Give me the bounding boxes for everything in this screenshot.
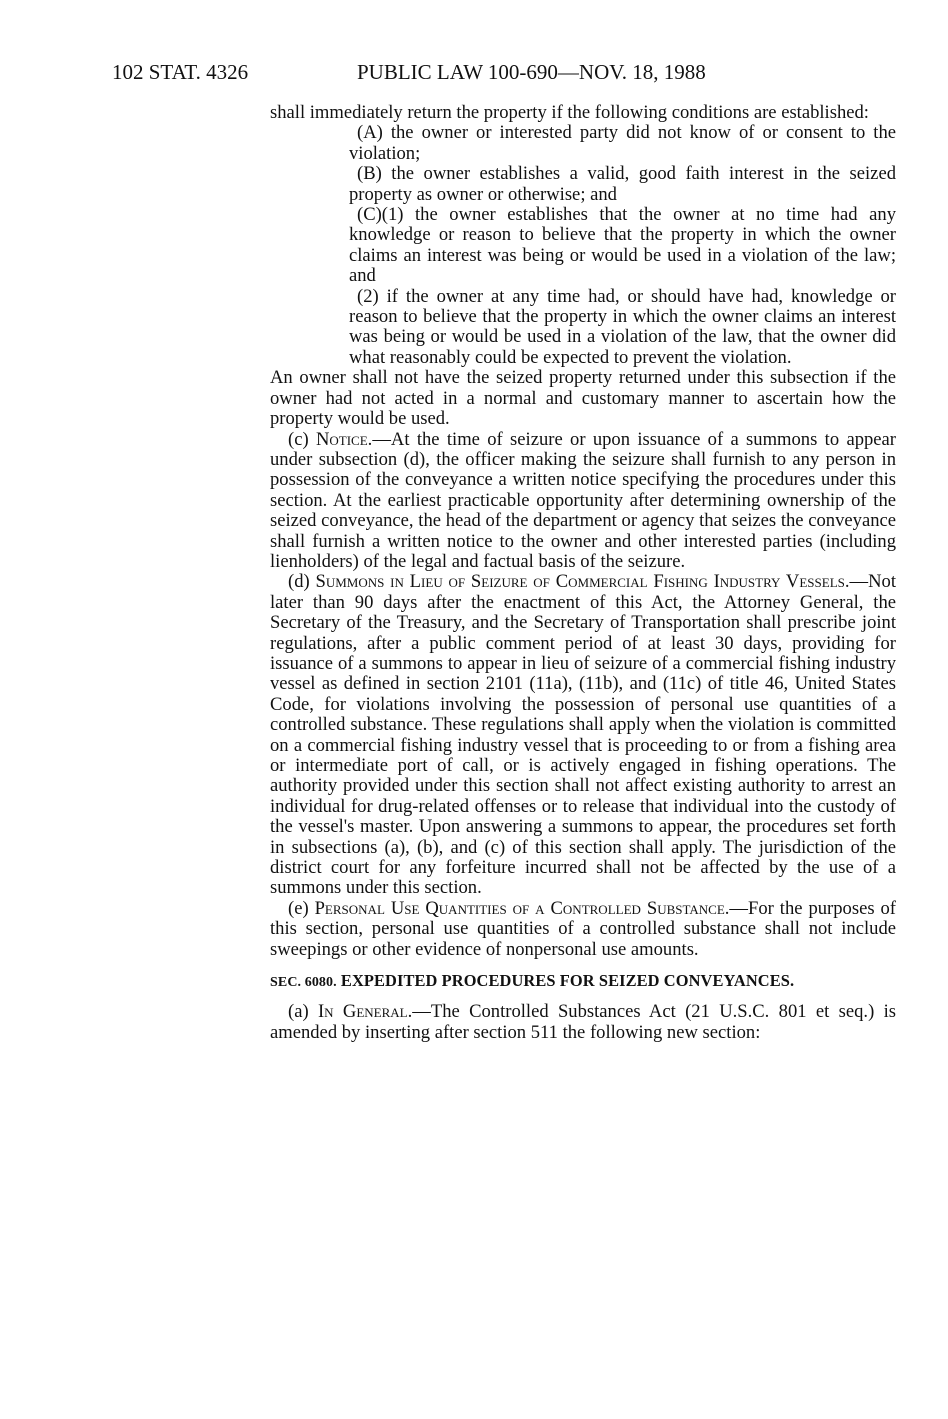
subsection-d-heading: Summons in Lieu of Seizure of Commercial Fishing Industry Vessels. [315, 571, 850, 593]
intro-paragraph: shall immediately return the property if the following conditions are established: [270, 102, 869, 123]
condition-c1: (C)(1) the owner establishes that the owner at no time had any knowledge or reason to believe that the property in which the owner claims an interest was being or would be used in a violation of the law; and [349, 204, 896, 287]
subsection-e-text: —For the purposes of this section, personal use quantities of a controlled substance shall not include sweepings or other evidence of nonpersonal use amounts. [270, 897, 896, 960]
document-body [270, 103, 896, 1043]
section-6080-subsection-a-label: (a) [288, 1001, 318, 1023]
section-6080-title: EXPEDITED PROCEDURES FOR SEIZED CONVEYANCES. [336, 971, 795, 991]
condition-c2: (2) if the owner at any time had, or should have had, knowledge or reason to believe that the property in which the owner claims an interest was being or would be used in a violation of the law, that the owner did what reasonably could be expected to prevent the violation. [349, 285, 896, 368]
section-6080-subsection-a-heading: In General. [317, 1001, 413, 1023]
statute-page-reference: 102 STAT. 4326 [112, 60, 249, 84]
owner-closing-paragraph: An owner shall not have the seized property returned under this subsection if the owner had not acted in a normal and customary manner to ascertain how the property would be used. [270, 367, 896, 430]
subsection-d-text: —Not later than 90 days after the enactment of this Act, the Attorney General, the Secretary of the Treasury, and the Secretary of Transportation shall prescribe joint regulations, after a public comment period of at least 30 days, providing for issuance of a summons to appear in lieu of seizure of a commercial fishing industry vessel as defined in section 2101 (11a), (11b), and (11c) of title 46, United States Code, for violations involving the possession of personal use quantities of a controlled substance. These regulations shall apply when the violation is committed on a commercial fishing industry vessel that is proceeding to or from a fishing area or intermediate port of call, or is actively engaged in fishing operations. The authority provided under this section shall not affect existing authority to arrest an individual for drug-related offenses or to release that individual into the custody of the vessel's master. Upon answering a summons to appear, the procedures set forth in subsections (a), (b), and (c) of this section shall apply. The jurisdiction of the district court for any forfeiture incurred shall not be affected by the use of a summons under this section. [270, 571, 896, 899]
section-6080-heading [270, 971, 896, 993]
subsection-c-text: —At the time of seizure or upon issuance of a summons to appear under subsection (d), the officer making the seizure shall furnish to any person in possession of the conveyance a written notice specifying the procedures under this section. At the earliest practicable opportunity after determining ownership of the seized conveyance, the head of the department or agency that seizes the conveyance shall furnish a written notice to the owner and other interested parties (including lienholders) of the legal and factual basis of the seizure. [270, 428, 896, 572]
condition-b: (B) the owner establishes a valid, good faith interest in the seized property as owner or otherwise; and [349, 163, 896, 205]
section-6080-subsection-a [270, 1002, 896, 1043]
section-6080-subsection-a-text: —The Controlled Substances Act (21 U.S.C. 801 et seq.) is amended by inserting after section 511 the following new section: [270, 1001, 896, 1043]
subsection-d-label: (d) [288, 571, 316, 593]
public-law-reference: PUBLIC LAW 100-690—NOV. 18, 1988 [357, 60, 706, 84]
subsection-e [270, 899, 896, 960]
section-6080-number: SEC. 6080. [270, 975, 337, 991]
subsection-c-heading: Notice. [315, 428, 373, 450]
subsection-d [270, 572, 896, 899]
condition-a: (A) the owner or interested party did not know of or consent to the violation; [349, 122, 896, 164]
subsection-c [270, 430, 896, 573]
subsection-e-heading: Personal Use Quantities of a Controlled Substance. [314, 897, 730, 919]
subsection-e-label: (e) [288, 897, 315, 919]
page-header [112, 60, 818, 90]
subsection-c-label: (c) [288, 428, 316, 450]
